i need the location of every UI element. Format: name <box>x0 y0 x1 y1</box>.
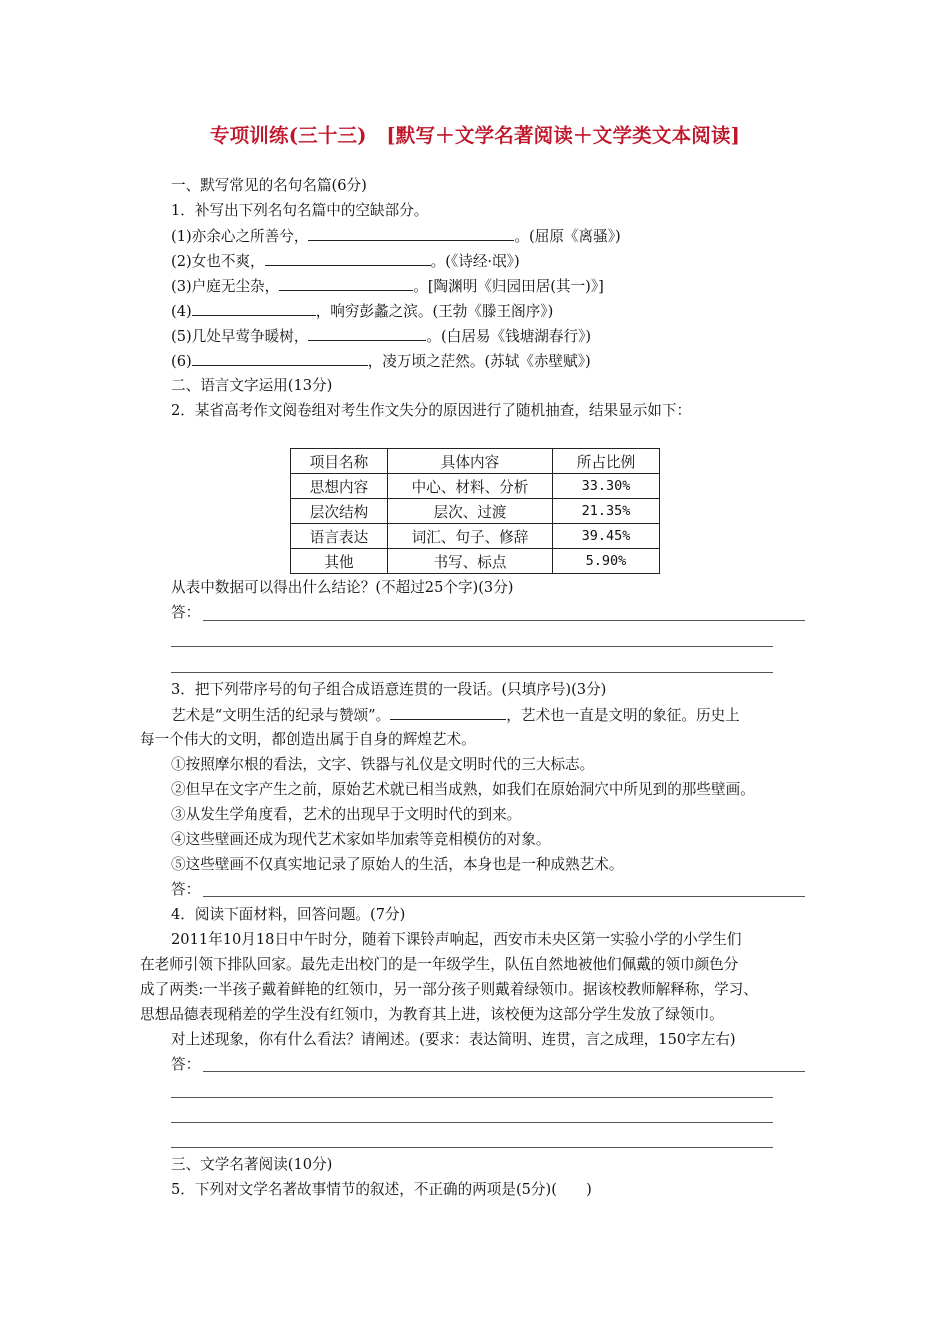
table-cell: 其他 <box>291 549 388 574</box>
fill-item-1-prefix: (1)亦余心之所善兮， <box>171 228 309 245</box>
fill-item-2 <box>171 251 520 271</box>
fill-item-6-prefix: (6) <box>171 353 192 370</box>
question-1: 1．补写出下列名句名篇中的空缺部分。 <box>171 202 429 219</box>
answer-label: 答： <box>171 1056 201 1073</box>
fill-item-2-prefix: (2)女也不爽， <box>171 253 265 270</box>
question-4: 4．阅读下面材料，回答问题。(7分) <box>171 906 406 923</box>
fill-blank-4[interactable] <box>192 301 316 316</box>
fill-item-5-prefix: (5)几处早莺争暖树， <box>171 328 309 345</box>
question-3-passage-line-2: 每一个伟大的文明，都创造出属于自身的辉煌艺术。 <box>140 731 476 748</box>
table-row <box>291 524 660 549</box>
answer-line[interactable] <box>203 620 805 621</box>
statistics-table <box>290 448 660 574</box>
table-cell: 语言表达 <box>291 524 388 549</box>
answer-line[interactable] <box>171 646 773 647</box>
fill-item-4-suffix: ，响穷彭蠡之滨。(王勃《滕王阁序》) <box>315 303 554 320</box>
fill-blank-2[interactable] <box>265 251 431 266</box>
table-cell: 21.35% <box>553 499 660 524</box>
document-title: 专项训练(三十三) [默写＋文学名著阅读＋文学类文本阅读] <box>209 124 741 147</box>
question-3-passage-line-1 <box>171 705 740 725</box>
question-5: 5．下列对文学名著故事情节的叙述，不正确的两项是(5分)( ) <box>171 1181 592 1198</box>
section-1-heading: 一、默写常见的名句名篇(6分) <box>171 177 367 194</box>
fill-blank-1[interactable] <box>308 226 514 241</box>
question-4-material-line-2: 在老师引领下排队回家。最先走出校门的是一年级学生，队伍自然地被他们佩戴的领巾颜色分 <box>140 956 739 973</box>
fill-item-5 <box>171 326 591 346</box>
answer-line[interactable] <box>171 1097 773 1098</box>
question-2: 2．某省高考作文阅卷组对考生作文失分的原因进行了随机抽查，结果显示如下： <box>171 402 692 419</box>
option-5: ⑤这些壁画不仅真实地记录了原始人的生活，本身也是一种成熟艺术。 <box>171 856 624 873</box>
table-cell: 词汇、句子、修辞 <box>388 524 553 549</box>
answer-line[interactable] <box>203 1071 805 1072</box>
option-3: ③从发生学角度看，艺术的出现早于文明时代的到来。 <box>171 806 522 823</box>
option-4: ④这些壁画还成为现代艺术家如毕加索等竞相模仿的对象。 <box>171 831 551 848</box>
table-header-cell: 具体内容 <box>388 449 553 474</box>
answer-line[interactable] <box>171 672 773 673</box>
passage-suffix: ，艺术也一直是文明的象征。历史上 <box>506 707 740 724</box>
fill-blank-5[interactable] <box>308 326 426 341</box>
option-2: ②但早在文字产生之前，原始艺术就已相当成熟，如我们在原始洞穴中所见到的那些壁画。 <box>171 781 755 798</box>
fill-item-3-prefix: (3)户庭无尘杂， <box>171 278 280 295</box>
question-4-ask: 对上述现象，你有什么看法？请阐述。(要求：表达简明、连贯，言之成理，150字左右) <box>171 1031 736 1048</box>
table-cell: 层次结构 <box>291 499 388 524</box>
table-header-cell: 所占比例 <box>553 449 660 474</box>
fill-item-4 <box>171 301 553 321</box>
option-1: ①按照摩尔根的看法，文字、铁器与礼仪是文明时代的三大标志。 <box>171 756 595 773</box>
fill-item-2-suffix: 。(《诗经·氓》) <box>430 253 520 270</box>
answer-line[interactable] <box>203 896 805 897</box>
fill-blank-3[interactable] <box>279 276 413 291</box>
question-4-material-line-4: 思想品德表现稍差的学生没有红领巾，为教育其上进，该校便为这部分学生发放了绿领巾。 <box>140 1006 724 1023</box>
fill-item-6 <box>171 351 591 371</box>
table-cell: 33.30% <box>553 474 660 499</box>
table-cell: 层次、过渡 <box>388 499 553 524</box>
table-row <box>291 549 660 574</box>
fill-item-4-prefix: (4) <box>171 303 192 320</box>
fill-item-6-suffix: ，凌万顷之茫然。(苏轼《赤壁赋》) <box>367 353 591 370</box>
table-header-cell: 项目名称 <box>291 449 388 474</box>
question-3: 3．把下列带序号的句子组合成语意连贯的一段话。(只填序号)(3分) <box>171 681 607 698</box>
answer-label: 答： <box>171 881 201 898</box>
answer-line[interactable] <box>171 1122 773 1123</box>
fill-item-1-suffix: 。(屈原《离骚》) <box>514 228 621 245</box>
fill-item-1 <box>171 226 621 246</box>
table-row <box>291 474 660 499</box>
table-cell: 书写、标点 <box>388 549 553 574</box>
section-2-heading: 二、语言文字运用(13分) <box>171 377 333 394</box>
order-blank[interactable] <box>390 705 506 720</box>
fill-item-5-suffix: 。(白居易《钱塘湖春行》) <box>426 328 592 345</box>
question-4-material-line-3: 成了两类:一半孩子戴着鲜艳的红领巾，另一部分孩子则戴着绿领巾。据该校教师解释称，学习、 <box>140 981 758 998</box>
table-cell: 思想内容 <box>291 474 388 499</box>
answer-label: 答： <box>171 604 201 621</box>
question-2-ask: 从表中数据可以得出什么结论？(不超过25个字)(3分) <box>171 579 514 596</box>
question-4-material-line-1: 2011年10月18日中午时分，随着下课铃声响起，西安市未央区第一实验小学的小学生们 <box>171 931 742 948</box>
table-row <box>291 499 660 524</box>
section-3-heading: 三、文学名著阅读(10分) <box>171 1156 333 1173</box>
answer-line[interactable] <box>171 1147 773 1148</box>
table-header-row <box>291 449 660 474</box>
table-cell: 39.45% <box>553 524 660 549</box>
fill-item-3 <box>171 276 604 296</box>
table-cell: 中心、材料、分析 <box>388 474 553 499</box>
passage-prefix: 艺术是“文明生活的纪录与赞颂”。 <box>171 707 391 724</box>
fill-blank-6[interactable] <box>192 351 368 366</box>
fill-item-3-suffix: 。[陶渊明《归园田居(其一)》] <box>413 278 604 295</box>
table-cell: 5.90% <box>553 549 660 574</box>
